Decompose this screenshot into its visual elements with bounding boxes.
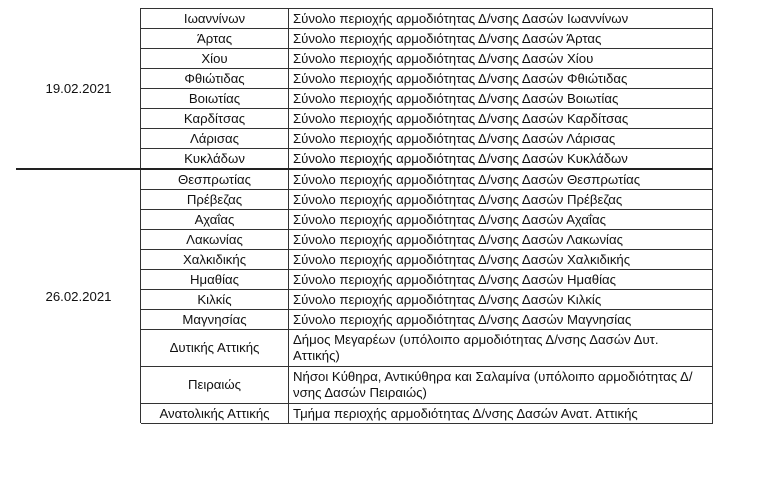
region-cell: Ανατολικής Αττικής — [141, 404, 289, 424]
region-cell: Πρέβεζας — [141, 190, 289, 210]
area-cell: Σύνολο περιοχής αρμοδιότητας Δ/νσης Δασών Ιωαννίνων — [289, 9, 713, 29]
region-cell: Κιλκίς — [141, 290, 289, 310]
region-cell: Κυκλάδων — [141, 149, 289, 170]
table-row — [17, 9, 713, 29]
region-cell: Άρτας — [141, 29, 289, 49]
date-cell: 19.02.2021 — [17, 9, 141, 170]
date-cell: 26.02.2021 — [17, 169, 141, 424]
region-cell: Φθιώτιδας — [141, 69, 289, 89]
region-cell: Λάρισας — [141, 129, 289, 149]
region-cell: Καρδίτσας — [141, 109, 289, 129]
region-cell: Λακωνίας — [141, 230, 289, 250]
region-cell: Ιωαννίνων — [141, 9, 289, 29]
area-cell: Σύνολο περιοχής αρμοδιότητας Δ/νσης Δασών Θεσπρωτίας — [289, 169, 713, 190]
region-cell: Πειραιώς — [141, 367, 289, 404]
region-cell: Ημαθίας — [141, 270, 289, 290]
area-cell: Σύνολο περιοχής αρμοδιότητας Δ/νσης Δασών Χαλκιδικής — [289, 250, 713, 270]
area-cell: Τμήμα περιοχής αρμοδιότητας Δ/νσης Δασών Ανατ. Αττικής — [289, 404, 713, 424]
area-cell: Σύνολο περιοχής αρμοδιότητας Δ/νσης Δασών Λακωνίας — [289, 230, 713, 250]
group-2 — [17, 169, 713, 424]
area-cell: Σύνολο περιοχής αρμοδιότητας Δ/νσης Δασών Φθιώτιδας — [289, 69, 713, 89]
area-cell: Σύνολο περιοχής αρμοδιότητας Δ/νσης Δασών Μαγνησίας — [289, 310, 713, 330]
group-1 — [17, 9, 713, 170]
region-cell: Μαγνησίας — [141, 310, 289, 330]
region-cell: Χίου — [141, 49, 289, 69]
area-cell: Δήμος Μεγαρέων (υπόλοιπο αρμοδιότητας Δ/νσης Δασών Δυτ. Αττικής) — [289, 330, 713, 367]
area-cell: Σύνολο περιοχής αρμοδιότητας Δ/νσης Δασών Κιλκίς — [289, 290, 713, 310]
schedule-table — [16, 8, 713, 424]
area-cell: Σύνολο περιοχής αρμοδιότητας Δ/νσης Δασών Πρέβεζας — [289, 190, 713, 210]
area-cell: Σύνολο περιοχής αρμοδιότητας Δ/νσης Δασών Καρδίτσας — [289, 109, 713, 129]
area-cell: Νήσοι Κύθηρα, Αντικύθηρα και Σαλαμίνα (υπόλοιπο αρμοδιότητας Δ/νσης Δασών Πειραιώς) — [289, 367, 713, 404]
area-cell: Σύνολο περιοχής αρμοδιότητας Δ/νσης Δασών Αχαΐας — [289, 210, 713, 230]
area-cell: Σύνολο περιοχής αρμοδιότητας Δ/νσης Δασών Βοιωτίας — [289, 89, 713, 109]
area-cell: Σύνολο περιοχής αρμοδιότητας Δ/νσης Δασών Λάρισας — [289, 129, 713, 149]
area-cell: Σύνολο περιοχής αρμοδιότητας Δ/νσης Δασών Ημαθίας — [289, 270, 713, 290]
area-cell: Σύνολο περιοχής αρμοδιότητας Δ/νσης Δασών Χίου — [289, 49, 713, 69]
region-cell: Θεσπρωτίας — [141, 169, 289, 190]
area-cell: Σύνολο περιοχής αρμοδιότητας Δ/νσης Δασών Άρτας — [289, 29, 713, 49]
table-row — [17, 169, 713, 190]
region-cell: Αχαΐας — [141, 210, 289, 230]
area-cell: Σύνολο περιοχής αρμοδιότητας Δ/νσης Δασών Κυκλάδων — [289, 149, 713, 170]
region-cell: Χαλκιδικής — [141, 250, 289, 270]
region-cell: Δυτικής Αττικής — [141, 330, 289, 367]
region-cell: Βοιωτίας — [141, 89, 289, 109]
